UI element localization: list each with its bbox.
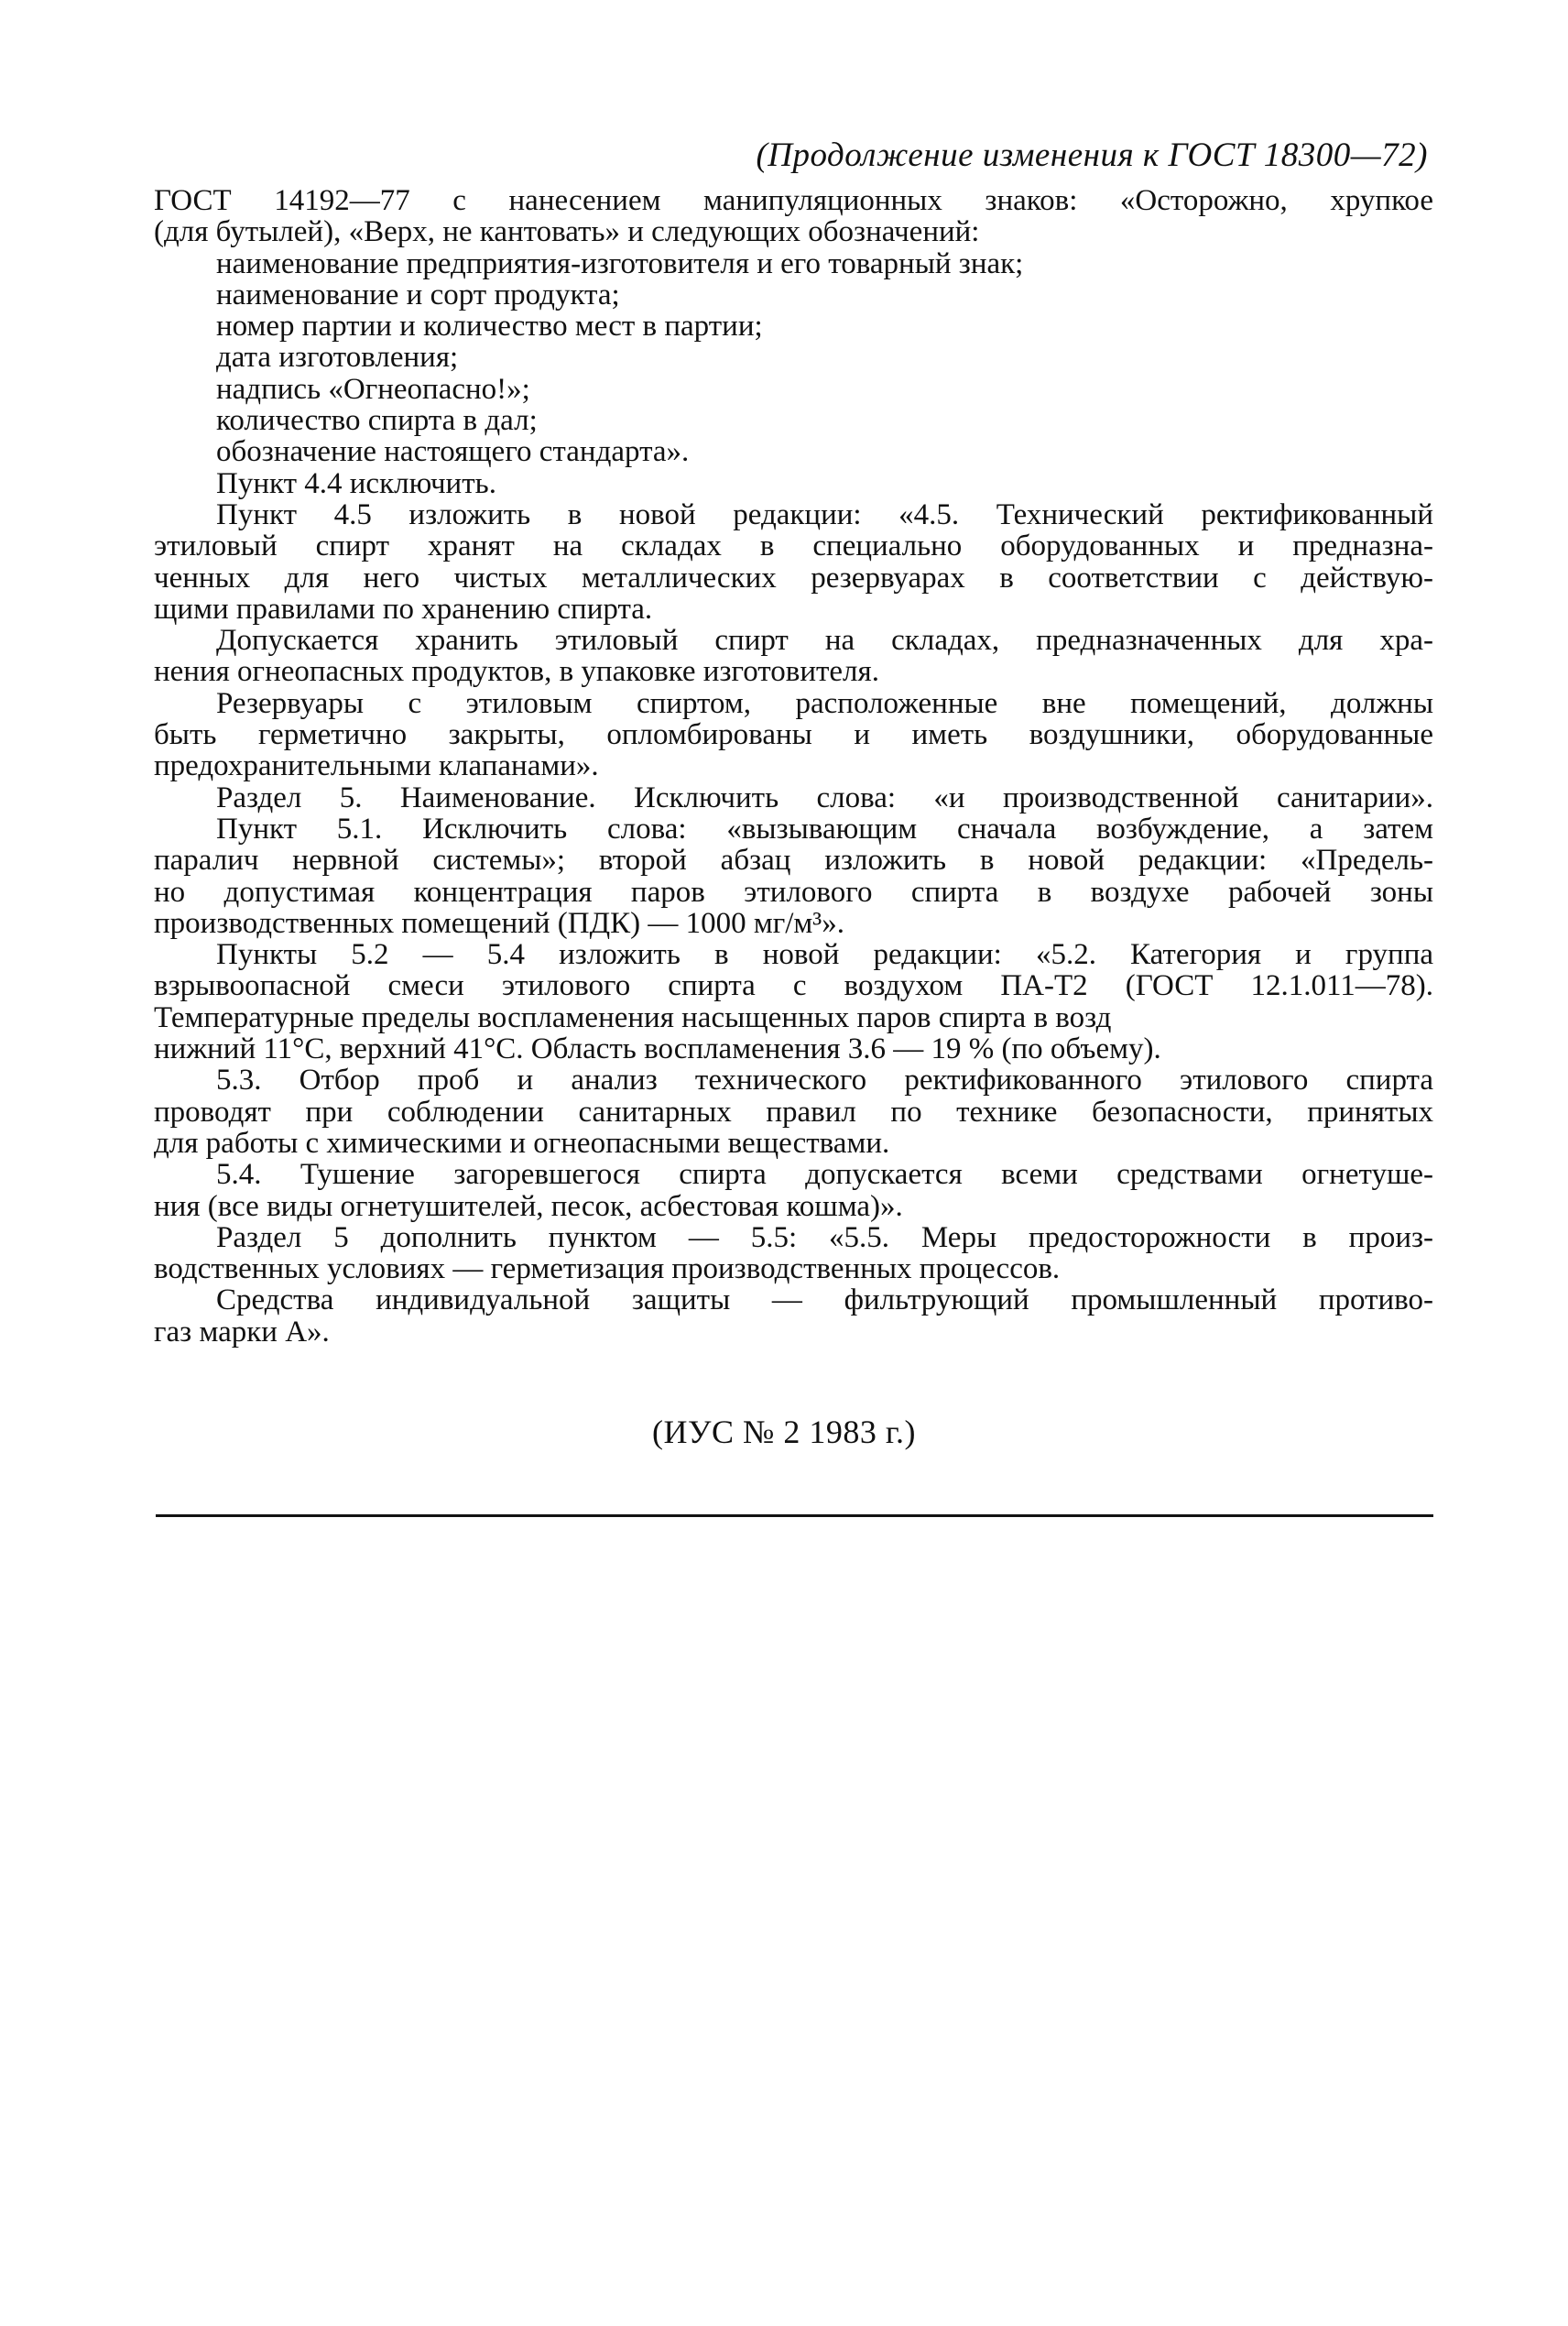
text-line: (для бутылей), «Верх, не кантовать» и следующих обозначений: (154, 215, 980, 249)
text-line: нения огнеопасных продуктов, в упаковке изготовителя. (154, 655, 879, 689)
text-line: количество спирта в дал; (216, 404, 538, 438)
text-line: но допустимая концентрация паров этилового спирта в воздухе рабочей зоны (154, 875, 1433, 909)
source-citation: (ИУС № 2 1983 г.) (651, 1414, 917, 1450)
text-line: Раздел 5 дополнить пунктом — 5.5: «5.5. Меры предосторожности в произ- (216, 1220, 1433, 1254)
text-line: нижний 11°С, верхний 41°С. Область воспламенения 3.6 — 19 % (по объему). (154, 1032, 1161, 1066)
text-line: Пункт 5.1. Исключить слова: «вызывающим сначала возбуждение, а затем (216, 812, 1433, 846)
text-line: быть герметично закрыты, опломбированы и иметь воздушники, оборудованные (154, 718, 1433, 752)
text-line: Температурные пределы воспламенения насыщенных паров спирта в возд (154, 1000, 1112, 1034)
text-line: водственных условиях — герметизация производственных процессов. (154, 1252, 1061, 1286)
text-line: номер партии и количество мест в партии; (216, 310, 763, 344)
text-line: производственных помещений (ПДК) — 1000 мг/м³». (154, 906, 844, 940)
page-header: (Продолжение изменения к ГОСТ 18300—72) (756, 137, 1428, 174)
text-line: взрывоопасной смеси этилового спирта с воздухом ПА-Т2 (ГОСТ 12.1.011—78). (154, 969, 1433, 1003)
text-line: проводят при соблюдении санитарных правил по технике безопасности, принятых (154, 1095, 1433, 1129)
text-line: паралич нервной системы»; второй абзац изложить в новой редакции: «Предель- (154, 844, 1433, 878)
text-line: Пункт 4.5 изложить в новой редакции: «4.5. Технический ректификованный (216, 497, 1433, 531)
text-line: наименование и сорт продукта; (216, 278, 620, 311)
text-line: этиловый спирт хранят на складах в специально оборудованных и предназна- (154, 530, 1433, 563)
text-line: 5.4. Тушение загоревшегося спирта допускается всеми средствами огнетуше- (216, 1158, 1433, 1192)
text-line: надпись «Огнеопасно!»; (216, 372, 530, 406)
bottom-rule (156, 1514, 1433, 1517)
text-line: газ марки А». (154, 1315, 330, 1349)
text-line: ченных для него чистых металлических резервуарах в соответствии с действую- (154, 561, 1433, 595)
text-line: Средства индивидуальной защиты — фильтрующий промышленный противо- (216, 1283, 1433, 1317)
text-line: Раздел 5. Наименование. Исключить слова: «и производственной санитарии». (216, 781, 1433, 814)
text-line: наименование предприятия-изготовителя и его товарный знак; (216, 246, 1024, 280)
text-line: щими правилами по хранению спирта. (154, 592, 653, 626)
text-line: ния (все виды огнетушителей, песок, асбестовая кошма)». (154, 1189, 903, 1223)
text-line: 5.3. Отбор проб и анализ технического ректификованного этилового спирта (216, 1064, 1433, 1097)
body-text (154, 185, 1433, 1348)
text-line: Допускается хранить этиловый спирт на складах, предназначенных для хра- (216, 624, 1433, 658)
text-line: ГОСТ 14192—77 с нанесением манипуляционных знаков: «Осторожно, хрупкое (154, 184, 1433, 217)
text-line: предохранительными клапанами». (154, 749, 599, 783)
text-line: обозначение настоящего стандарта». (216, 435, 690, 469)
text-line: Пункты 5.2 — 5.4 изложить в новой редакции: «5.2. Категория и группа (216, 938, 1433, 972)
text-line: Пункт 4.4 исключить. (216, 466, 496, 500)
text-line: Резервуары с этиловым спиртом, расположенные вне помещений, должны (216, 686, 1433, 720)
text-line: для работы с химическими и огнеопасными веществами. (154, 1126, 890, 1160)
text-line: дата изготовления; (216, 341, 459, 375)
